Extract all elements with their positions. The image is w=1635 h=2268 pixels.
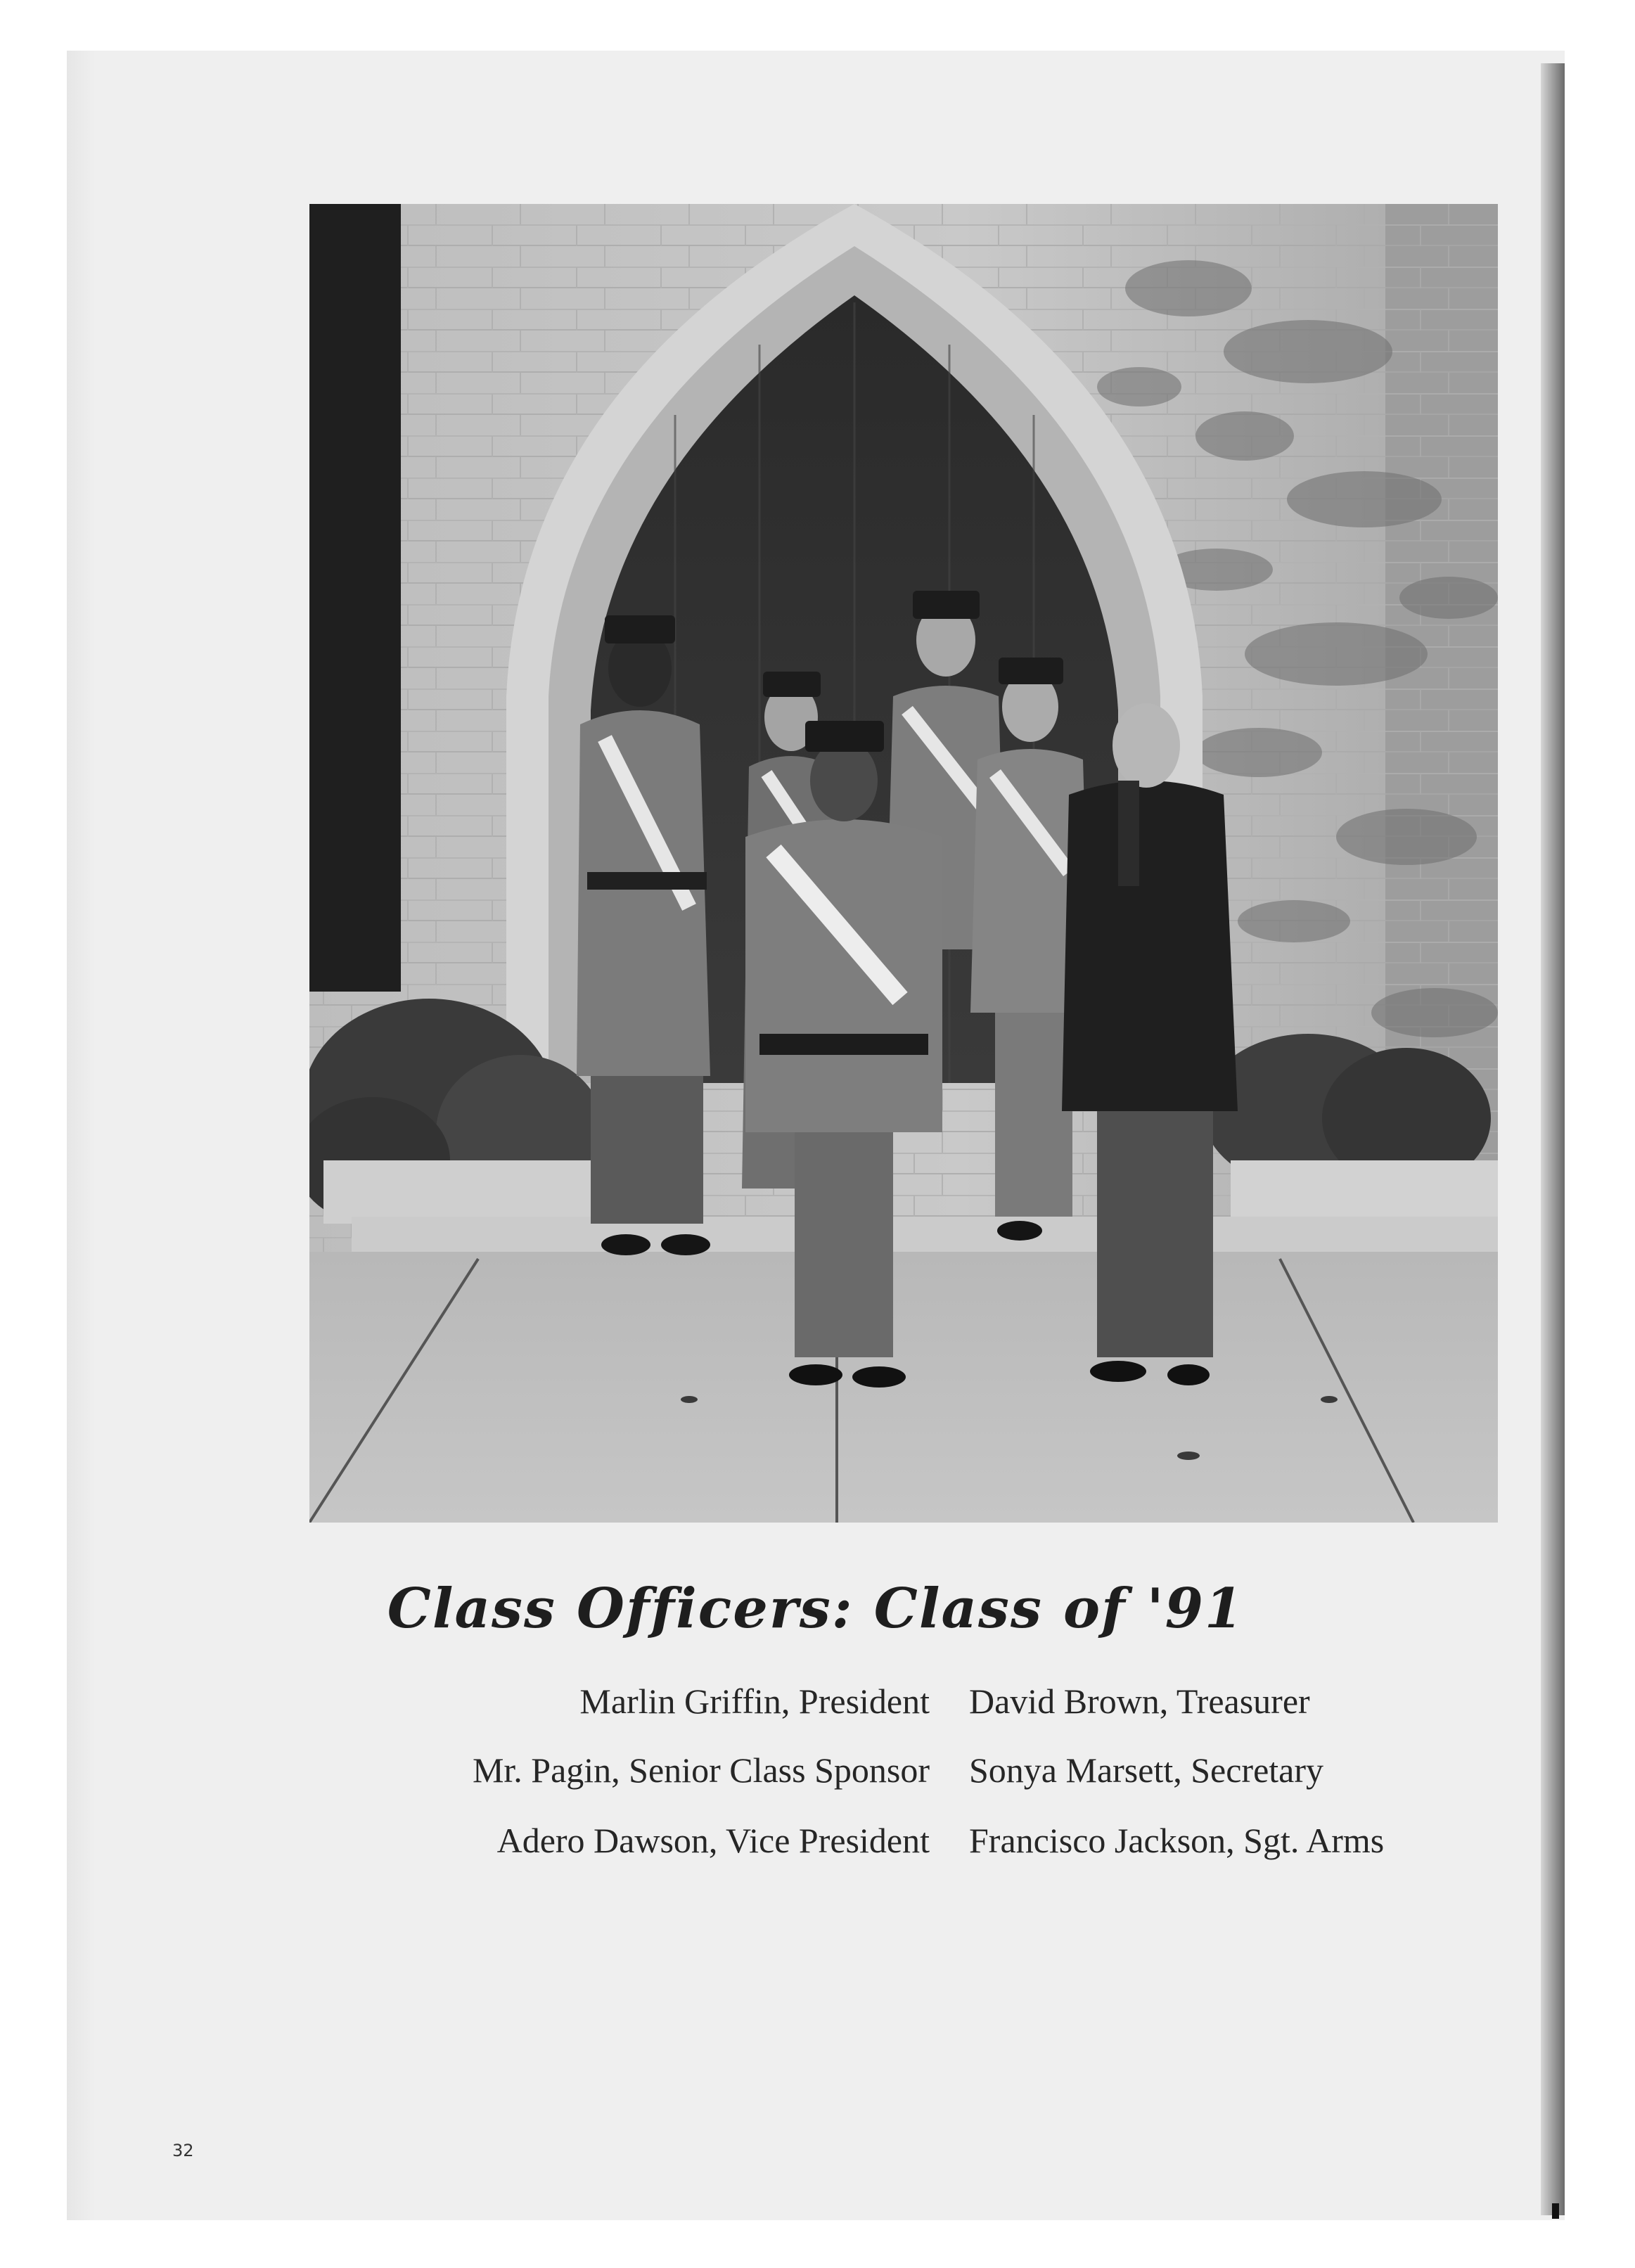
walkway bbox=[309, 1252, 1498, 1523]
officer-name: Francisco Jackson, Sgt. Arms bbox=[969, 1821, 1385, 1860]
caption-row bbox=[67, 1820, 1565, 1869]
officer-name: Mr. Pagin, Senior Class Sponsor bbox=[472, 1750, 930, 1790]
caption-row bbox=[67, 1750, 1565, 1799]
officer-name: Sonya Marsett, Secretary bbox=[969, 1750, 1324, 1790]
photo-illustration bbox=[309, 204, 1498, 1523]
officer-name: Marlin Griffin, President bbox=[579, 1681, 930, 1721]
officer-name: David Brown, Treasurer bbox=[969, 1681, 1310, 1721]
dark-pillar bbox=[309, 204, 401, 992]
yearbook-page bbox=[67, 51, 1565, 2220]
page-binding-edge bbox=[1541, 63, 1565, 2215]
entry-step bbox=[352, 1217, 1498, 1252]
class-officers-photo bbox=[309, 204, 1498, 1523]
page-number: 32 bbox=[172, 2141, 194, 2160]
caption-row bbox=[67, 1681, 1565, 1730]
binding-mark bbox=[1552, 2203, 1559, 2219]
officer-name: Adero Dawson, Vice President bbox=[496, 1821, 930, 1860]
caption-title: Class Officers: Class of '91 bbox=[387, 1577, 1245, 1641]
